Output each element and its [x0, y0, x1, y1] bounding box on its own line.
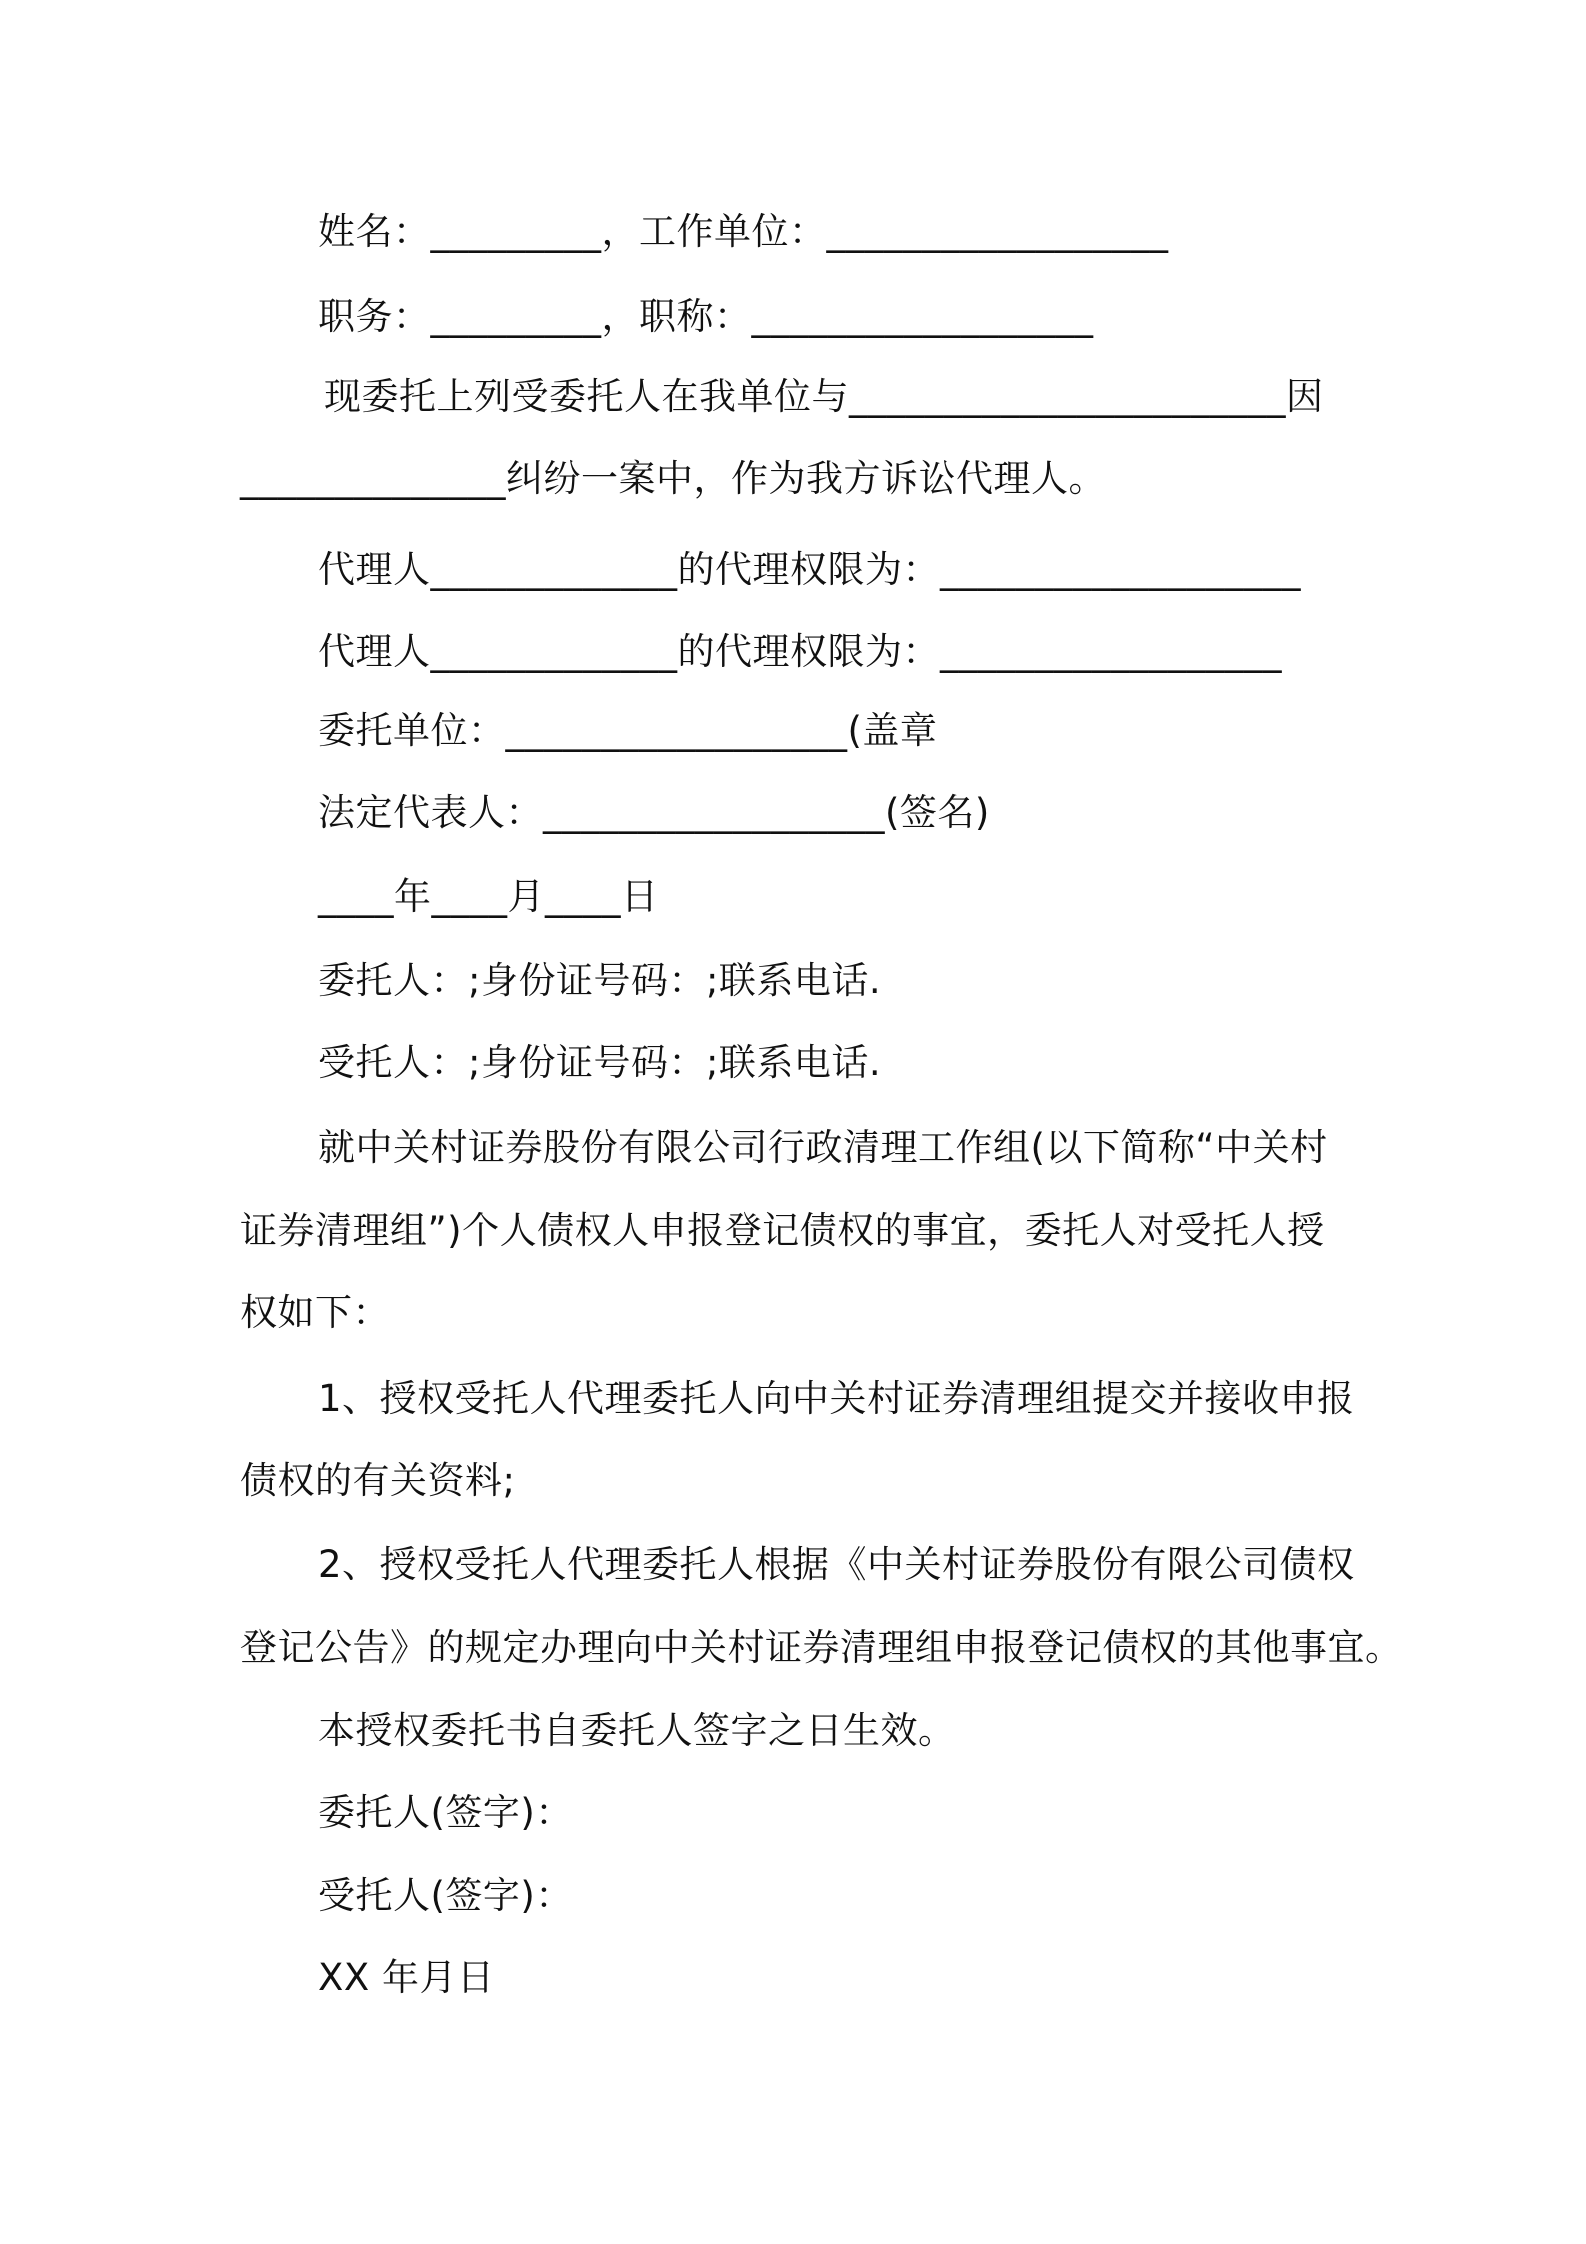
- entrust-statement-line-2: ______________纠纷一案中，作为我方诉讼代理人。: [240, 457, 1106, 500]
- legal-representative-line: 法定代表人：__________________(签名): [318, 791, 990, 834]
- item-1-line-1: 1、授权受托人代理委托人向中关村证券清理组提交并接收申报: [318, 1377, 1355, 1420]
- agent-info-line: 受托人：;身份证号码：;联系电话.: [318, 1041, 882, 1084]
- principal-info-line: 委托人：;身份证号码：;联系电话.: [318, 959, 882, 1002]
- body-paragraph-line-3: 权如下：: [240, 1291, 390, 1334]
- agent-authority-line-2: 代理人_____________的代理权限为：__________________: [318, 630, 1282, 673]
- body-paragraph-line-1: 就中关村证券股份有限公司行政清理工作组(以下简称“中关村: [318, 1126, 1328, 1169]
- entrusting-unit-line: 委托单位：__________________(盖章: [318, 709, 938, 752]
- effective-statement-line: 本授权委托书自委托人签字之日生效。: [318, 1709, 956, 1752]
- entrust-statement-line-1: 现委托上列受委托人在我单位与_______________________因: [324, 375, 1324, 418]
- body-paragraph-line-2: 证券清理组”)个人债权人申报登记债权的事宜，委托人对受托人授: [240, 1209, 1325, 1252]
- item-1-line-2: 债权的有关资料;: [240, 1459, 516, 1502]
- position-title-line: 职务：_________，职称：__________________: [318, 295, 1094, 338]
- name-work-unit-line: 姓名：_________，工作单位：__________________: [318, 210, 1169, 253]
- item-2-line-2: 登记公告》的规定办理向中关村证券清理组申报登记债权的其他事宜。: [240, 1626, 1403, 1669]
- agent-authority-line-1: 代理人_____________的代理权限为：___________________: [318, 548, 1301, 591]
- agent-signature-line: 受托人(签字)：: [318, 1874, 573, 1917]
- date-line: ____年____月____日: [318, 875, 659, 918]
- signature-date-line: XX 年月日: [318, 1956, 495, 1999]
- principal-signature-line: 委托人(签字)：: [318, 1791, 573, 1834]
- item-2-line-1: 2、授权受托人代理委托人根据《中关村证券股份有限公司债权: [318, 1543, 1355, 1586]
